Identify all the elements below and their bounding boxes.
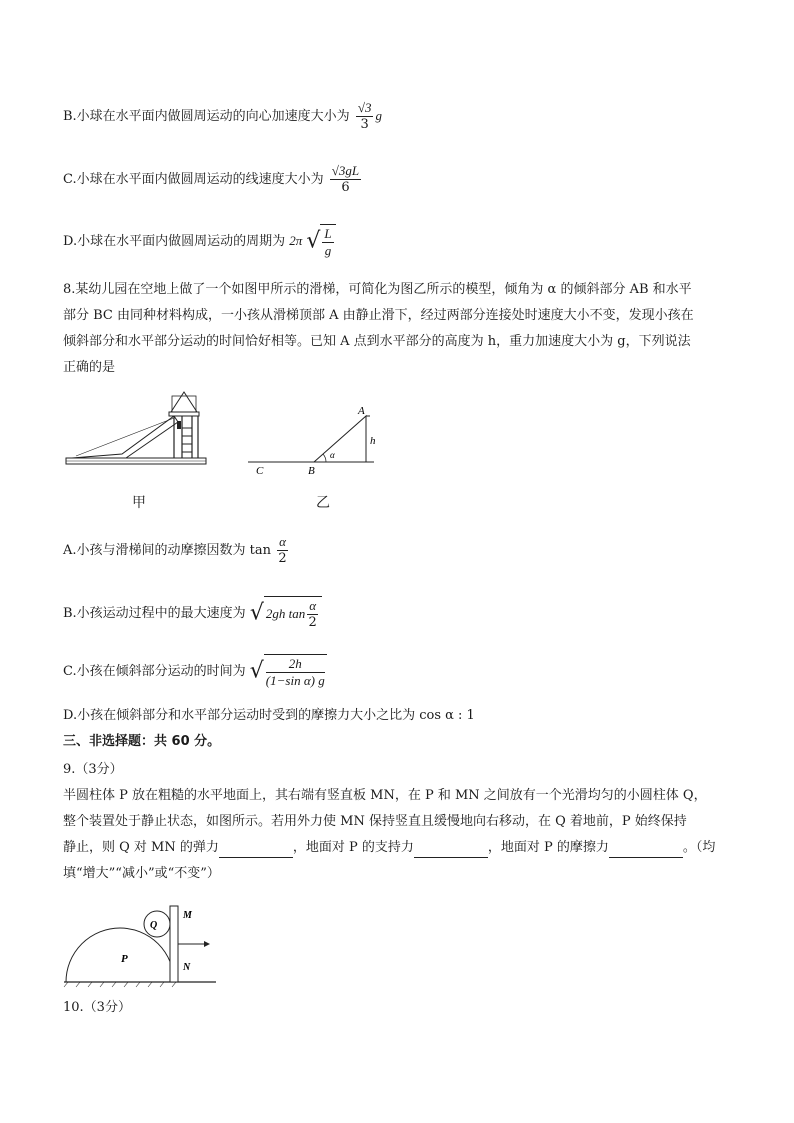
fraction: $\frac{√3gL}{6}$ xyxy=(331,163,360,195)
answer-blank-2[interactable] xyxy=(414,843,488,858)
q8-line1: 8.某幼儿园在空地上做了一个如图甲所示的滑梯，可简化为图乙所示的模型，倾角为 α 的倾斜部分 AB 和水平 xyxy=(63,282,692,297)
q9-line2: 整个装置处于静止状态，如图所示。若用外力使 MN 保持竖直且缓慢地向右移动，在 Q 着地前，P 始终保持 xyxy=(63,814,687,829)
sqrt: √ $\frac{2h}{\text{(1−sin α) g}}$ xyxy=(249,656,325,688)
q9-line1: 半圆柱体 P 放在粗糙的水平地面上，其右端有竖直板 MN，在 P 和 MN 之间放有一个光滑均匀的小圆柱体 Q， xyxy=(63,788,707,803)
option-c: C.小球在水平面内做圆周运动的线速度大小为 $\frac{√3gL}{6}$ xyxy=(63,163,360,195)
answer-blank-1[interactable] xyxy=(219,843,293,858)
figure-caption-yi: 乙 xyxy=(316,495,330,511)
cylinder-figure xyxy=(60,900,220,988)
q9-head: 9.（3分） xyxy=(63,762,123,777)
q10-head: 10.（3分） xyxy=(63,1000,131,1015)
sqrt: √ $\frac{L}{g}$ xyxy=(306,224,335,259)
svg-text:P: P xyxy=(121,953,128,965)
svg-text:M: M xyxy=(183,910,192,921)
q9-line4: 填“增大”“减小”或“不变”） xyxy=(63,866,220,881)
svg-text:C: C xyxy=(256,465,264,477)
q9-line3: 静止，则 Q 对 MN 的弹力 ，地面对 P 的支持力 ，地面对 P 的摩擦力 。（均 xyxy=(63,838,715,858)
q8-option-a: A.小孩与滑梯间的动摩擦因数为 tan $\frac{\alpha}{2}$ xyxy=(63,534,287,566)
answer-blank-3[interactable] xyxy=(609,843,683,858)
fraction: $\frac{√3}{3}$ xyxy=(357,100,372,132)
q8-line2: 部分 BC 由同种材料构成，一小孩从滑梯顶部 A 由静止滑下，经过两部分连接处时速度大小不变，发现小孩在 xyxy=(63,308,694,323)
svg-text:N: N xyxy=(183,962,191,973)
svg-text:α: α xyxy=(330,450,335,460)
incline-figure-yi xyxy=(246,402,386,482)
q8-line4: 正确的是 xyxy=(63,360,116,375)
sqrt: √ 2gh tan $\frac{\alpha}{2}$ xyxy=(250,596,322,631)
q8-line3: 倾斜部分和水平部分运动的时间恰好相等。已知 A 点到水平部分的高度为 h，重力加速度大小为 g，下列说法 xyxy=(63,334,691,349)
section-heading: 三、非选择题：共 60 分。 xyxy=(63,734,221,749)
svg-text:B: B xyxy=(308,465,315,477)
q8-option-b: B.小孩运动过程中的最大速度为 √ 2gh tan $\frac{\alpha}{2}$ xyxy=(63,596,322,631)
q8-option-c: C.小孩在倾斜部分运动的时间为 √ $\frac{2h}{\text{(1−sin α) g}}$ xyxy=(63,656,325,688)
figure-caption-jia: 甲 xyxy=(132,495,146,511)
svg-text:Q: Q xyxy=(150,920,158,931)
option-d: D.小球在水平面内做圆周运动的周期为 2π √ $\frac{L}{g}$ xyxy=(63,224,336,259)
q8-option-d: D.小孩在倾斜部分和水平部分运动时受到的摩擦力大小之比为 cos α : 1 xyxy=(63,708,475,723)
svg-text:A: A xyxy=(358,405,365,417)
slide-figure-jia xyxy=(62,388,212,473)
option-b: B.小球在水平面内做圆周运动的向心加速度大小为 $\frac{√3}{3}$ g xyxy=(63,100,382,132)
svg-text:h: h xyxy=(370,435,376,447)
